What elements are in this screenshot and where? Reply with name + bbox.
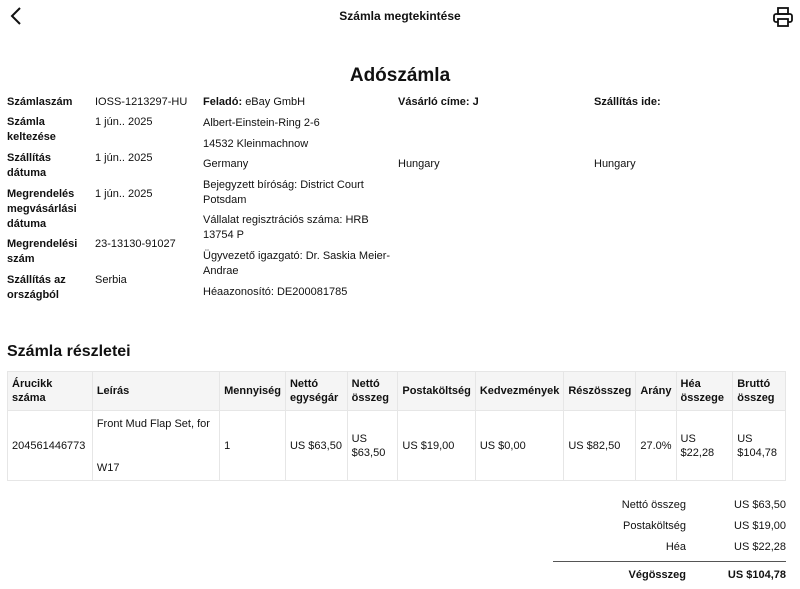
column-header: Részösszeg (564, 372, 636, 411)
table-header-row (8, 372, 786, 411)
info-label: Megrendelés megvásárlási dátuma (7, 188, 77, 230)
summary-value: US $19,00 (734, 520, 786, 532)
seller-line: Ügyvezető igazgató: Dr. Saskia Meier-Andrae (203, 250, 391, 277)
column-header: Mennyiség (220, 372, 286, 411)
discount: US $0,00 (475, 411, 564, 481)
item-number: 204561446773 (8, 411, 93, 481)
invoice-details-table (7, 371, 786, 481)
vat-amount: US $22,28 (676, 411, 733, 481)
print-button[interactable] (772, 6, 794, 28)
shipping-country: Hungary (594, 158, 636, 170)
buyer-country: Hungary (398, 158, 440, 170)
info-label: Számla keltezése (7, 116, 56, 143)
summary-value: US $22,28 (734, 541, 786, 553)
document-title: Adószámla (349, 65, 451, 86)
seller-line: Germany (203, 158, 249, 170)
info-value: IOSS-1213297-HU (95, 96, 188, 108)
info-label: Számlaszám (7, 96, 73, 108)
shipping-label: Szállítás ide: (594, 96, 661, 108)
column-header: Bruttó összeg (733, 372, 786, 411)
gross-amount: US $104,78 (733, 411, 786, 481)
seller-line: Héaazonosító: DE200081785 (203, 286, 348, 298)
seller-line: Albert-Einstein-Ring 2-6 (203, 117, 320, 129)
info-value: 1 jún.. 2025 (95, 152, 153, 164)
info-label: Szállítás dátuma (7, 152, 52, 179)
summary-value: US $63,50 (734, 499, 786, 511)
description-line: Front Mud Flap Set, for (96, 418, 210, 430)
net-amount: US $63,50 (347, 411, 398, 481)
summary-row (546, 520, 786, 532)
column-header: Arány (636, 372, 676, 411)
divider (553, 561, 786, 562)
subtotal: US $82,50 (564, 411, 636, 481)
info-value: 23-13130-91027 (95, 238, 176, 250)
unit-price: US $63,50 (285, 411, 347, 481)
seller-label: Feladó: (203, 96, 243, 108)
column-header: Nettó egységár (285, 372, 347, 411)
info-value: Serbia (95, 274, 127, 286)
seller-line: Bejegyzett bíróság: District Court Potsdam (203, 179, 364, 206)
description-line: W17 (96, 462, 120, 474)
seller-name: eBay GmbH (245, 96, 306, 108)
column-header: Nettó összeg (347, 372, 398, 411)
page-title: Számla megtekintése (339, 9, 461, 23)
summary-label: Héa (665, 541, 686, 553)
summary-row (546, 499, 786, 511)
item-description (92, 411, 219, 481)
total-label: Végösszeg (628, 569, 686, 581)
column-header: Kedvezmények (475, 372, 564, 411)
printer-icon (772, 6, 794, 28)
seller-line: Vállalat regisztrációs száma: HRB 13754 P (203, 214, 369, 241)
column-header: Héa összege (676, 372, 733, 411)
info-value: 1 jún.. 2025 (95, 116, 153, 128)
quantity: 1 (220, 411, 286, 481)
postage: US $19,00 (398, 411, 475, 481)
info-value: 1 jún.. 2025 (95, 188, 153, 200)
info-label: Megrendelési szám (7, 238, 78, 265)
total-value: US $104,78 (727, 569, 786, 581)
vat-rate: 27.0% (636, 411, 676, 481)
column-header: Leírás (92, 372, 219, 411)
table-row (8, 411, 786, 481)
buyer-label: Vásárló címe: J (398, 96, 479, 108)
summary-label: Postaköltség (623, 520, 686, 532)
column-header: Postaköltség (398, 372, 475, 411)
total-row (546, 569, 786, 581)
summary-label: Nettó összeg (621, 499, 686, 511)
info-label: Szállítás az országból (7, 274, 66, 301)
summary-row (546, 541, 786, 553)
seller-line: 14532 Kleinmachnow (203, 138, 309, 150)
details-title: Számla részletei (7, 343, 131, 360)
column-header: Árucikk száma (8, 372, 93, 411)
